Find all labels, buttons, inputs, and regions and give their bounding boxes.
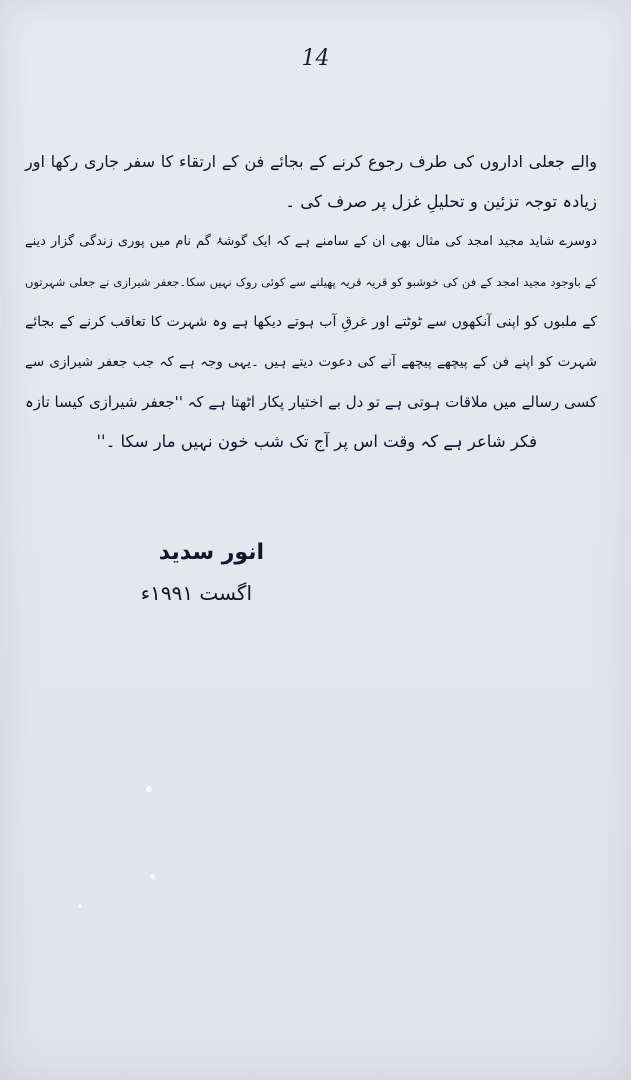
author-name: انور سدید (158, 540, 264, 565)
text-line: فکر شاعر ہے کہ وقت اس پر آج تک شب خون نہیں مار سکا ۔'' (96, 432, 537, 451)
author-signature (104, 536, 264, 610)
text-line: شہرت کو اپنے فن کے پیچھے پیچھے آنے کی دعوت دیتے ہیں ۔یہی وجہ ہے کہ جب جعفر شیرازی سے (25, 354, 597, 370)
paper-speck (146, 786, 152, 792)
text-line: کے باوجود مجید امجد کے فن کی خوشبو کو قریہ قریہ پھیلنے سے کوئی روک نہیں سکا۔جعفر شیرازی نے جعلی شہرتوں (25, 275, 597, 289)
page-number: 14 (301, 46, 330, 71)
text-line: کے ملبوں کو اپنی آنکھوں سے ٹوٹتے اور غرقِ آب ہوتے دیکھا ہے وہ شہرت کا تعاقب کرنے کے بجائے (25, 314, 597, 330)
text-line: کسی رسالے میں ملاقات ہوتی ہے تو دل بے اختیار پکار اٹھتا ہے کہ ''جعفر شیرازی کیسا تازہ (25, 393, 597, 411)
text-line: دوسرے شاید مجید امجد کی مثال بھی ان کے سامنے ہے کہ ایک گوشۂ گم نام میں پوری زندگی گزار دینے (25, 234, 597, 249)
paper-speck (78, 904, 82, 908)
body-paragraph (25, 142, 597, 462)
paper-speck (150, 874, 155, 879)
text-line: زیادہ توجہ تزئین و تحلیلِ غزل پر صرف کی ۔ (285, 192, 597, 211)
signature-date: اگست ۱۹۹۱ء (140, 581, 252, 605)
text-line: والے جعلی اداروں کی طرف رجوع کرنے کے بجائے فن کے ارتقاء کا سفر جاری رکھا اور (25, 152, 597, 171)
